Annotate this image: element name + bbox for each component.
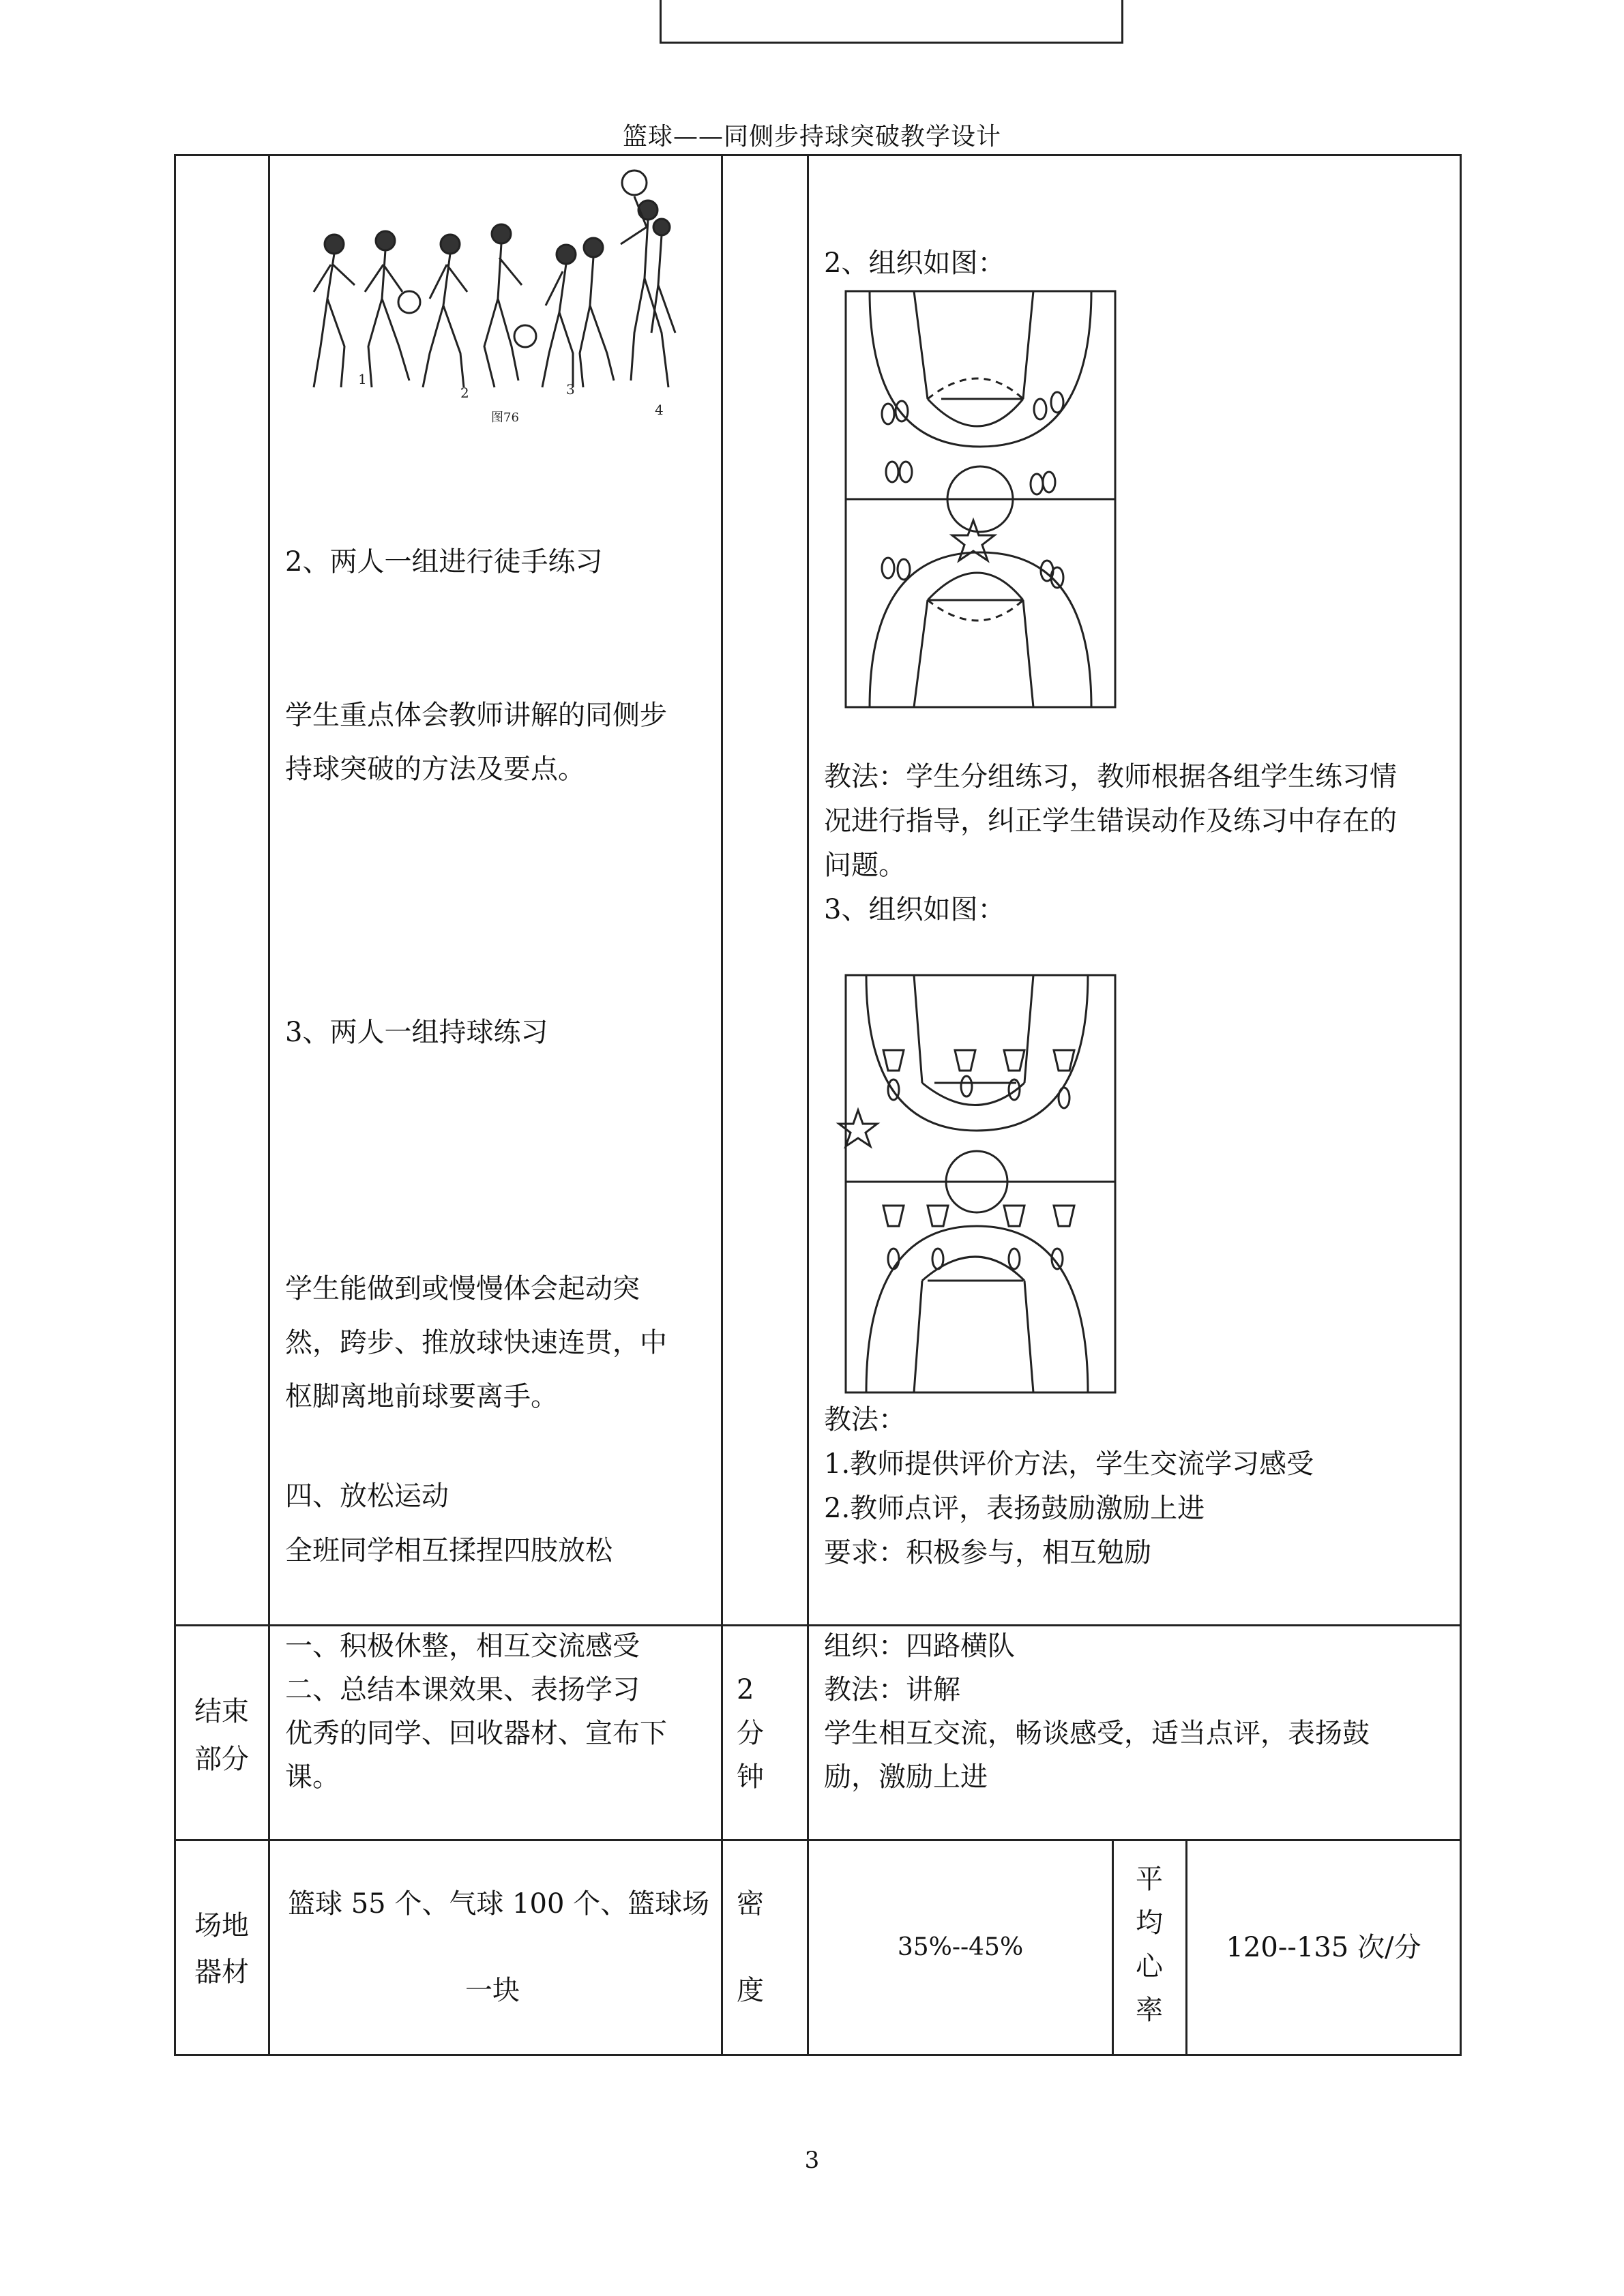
left-line-9: 全班同学相互揉捏四肢放松: [285, 1535, 612, 1566]
equipment-label-2: 器材: [194, 1956, 249, 1988]
col-divider-4: [1112, 1839, 1114, 2056]
left-line-4: 3、两人一组持球练习: [285, 1017, 548, 1048]
ending-time-3: 钟: [737, 1761, 764, 1793]
figure-label-3: 3: [566, 381, 575, 398]
ending-time-2: 分: [737, 1718, 764, 1749]
left-line-6: 然，跨步、推放球快速连贯，中: [285, 1327, 667, 1358]
players-illustration: [307, 162, 723, 435]
density-label-2: 度: [737, 1975, 764, 2006]
table-border-bottom: [174, 2054, 1462, 2056]
ending-content-4: 课。: [285, 1761, 340, 1793]
header-box: [660, 0, 1123, 44]
left-line-2: 学生重点体会教师讲解的同侧步: [285, 700, 667, 731]
right-line-7: 1.教师提供评价方法，学生交流学习感受: [824, 1448, 1314, 1480]
ending-label-1: 结束: [194, 1696, 249, 1727]
left-line-7: 枢脚离地前球要离手。: [285, 1381, 558, 1412]
ending-method-4: 励，激励上进: [824, 1761, 988, 1793]
right-line-1: 2、组织如图：: [824, 248, 1005, 279]
heart-rate-label-4: 率: [1136, 1995, 1163, 2026]
heart-rate-label-2: 均: [1136, 1907, 1163, 1939]
density-label-1: 密: [737, 1888, 764, 1920]
left-line-1: 2、两人一组进行徒手练习: [285, 546, 603, 578]
court-diagram-2: [825, 974, 1119, 1397]
left-line-3: 持球突破的方法及要点。: [285, 754, 585, 785]
right-line-9: 要求：积极参与，相互勉励: [824, 1537, 1151, 1568]
figure-label-4: 4: [655, 402, 664, 418]
ending-time-1: 2: [737, 1674, 754, 1705]
right-line-6: 教法：: [824, 1404, 906, 1435]
figure-label-2: 2: [460, 385, 469, 401]
right-line-4: 问题。: [824, 850, 906, 881]
right-line-8: 2.教师点评，表扬鼓励激励上进: [824, 1493, 1205, 1524]
ending-content-1: 一、积极休整，相互交流感受: [285, 1630, 640, 1662]
equipment-label-1: 场地: [194, 1910, 249, 1941]
equipment-line-1: 篮球 55 个、气球 100 个、篮球场: [288, 1888, 710, 1920]
document-title: 篮球——同侧步持球突破教学设计: [622, 123, 1001, 151]
page-number: 3: [804, 2147, 820, 2174]
right-line-3: 况进行指导，纠正学生错误动作及练习中存在的: [824, 805, 1397, 837]
table-border-top: [174, 154, 1462, 156]
left-line-8: 四、放松运动: [285, 1480, 449, 1512]
density-value: 35%--45%: [897, 1933, 1024, 1961]
left-line-5: 学生能做到或慢慢体会起动突: [285, 1273, 640, 1304]
equipment-line-2: 一块: [465, 1975, 520, 2006]
ending-content-3: 优秀的同学、回收器材、宣布下: [285, 1718, 667, 1749]
figure-caption: 图76: [491, 411, 519, 425]
figure-label-1: 1: [358, 371, 367, 387]
heart-rate-value: 120--135 次/分: [1226, 1932, 1421, 1963]
table-border-left: [174, 154, 176, 2056]
heart-rate-label-3: 心: [1136, 1951, 1163, 1982]
ending-label-2: 部分: [194, 1744, 249, 1775]
table-border-right: [1460, 154, 1462, 2056]
col-divider-3: [807, 154, 809, 2056]
right-line-5: 3、组织如图：: [824, 894, 1005, 925]
right-line-2: 教法：学生分组练习，教师根据各组学生练习情: [824, 761, 1397, 792]
heart-rate-label-1: 平: [1136, 1864, 1163, 1895]
ending-method-2: 教法：讲解: [824, 1674, 960, 1705]
col-divider-2: [721, 154, 723, 2056]
court-diagram-1: [825, 290, 1119, 713]
ending-content-2: 二、总结本课效果、表扬学习: [285, 1674, 640, 1705]
ending-method-1: 组织：四路横队: [824, 1630, 1015, 1662]
col-divider-1: [268, 154, 270, 2056]
ending-method-3: 学生相互交流，畅谈感受，适当点评，表扬鼓: [824, 1718, 1370, 1749]
